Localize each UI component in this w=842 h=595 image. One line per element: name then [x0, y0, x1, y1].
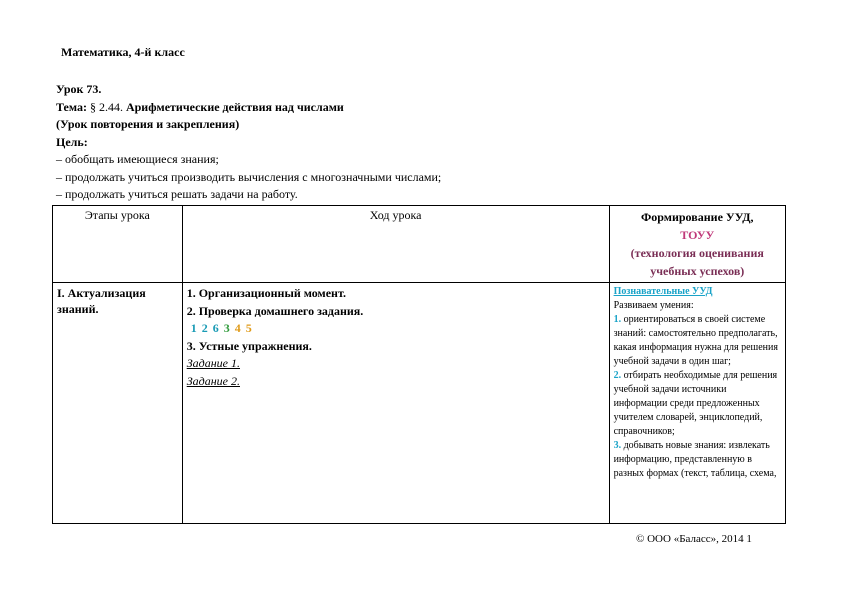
- course-cell: [182, 283, 609, 524]
- lesson-header: [56, 81, 441, 204]
- goal-item: – обобщать имеющиеся знания;: [56, 152, 219, 166]
- goal-label: Цель:: [56, 134, 88, 149]
- uud-num: 3.: [613, 440, 622, 451]
- goal-item: – продолжать учиться решать задачи на работу.: [56, 187, 298, 201]
- subject-line: Математика, 4-й класс: [61, 45, 185, 59]
- uud-text: добывать новые знания: извлекать информацию, представленную в разных формах (текст, таблица, схема,: [613, 440, 777, 479]
- course-item-3: 3. Устные упражнения.: [186, 338, 312, 353]
- header-course: Ход урока: [182, 206, 609, 283]
- header-uud: [609, 206, 785, 283]
- lesson-topic: [56, 99, 441, 117]
- uud-cell: [609, 283, 785, 524]
- uud-intro: Развиваем умения:: [613, 300, 694, 311]
- table-header-row: [53, 206, 786, 283]
- hw-number: 2: [201, 321, 209, 335]
- hw-number: 1: [190, 321, 198, 335]
- header-uud-title: Формирование УУД,: [641, 210, 754, 224]
- uud-num: 2.: [613, 370, 622, 381]
- header-touu-desc: (технология оценивания учебных успехов): [630, 246, 764, 278]
- uud-heading: Познавательные УУД: [613, 286, 713, 297]
- lesson-number: Урок 73.: [56, 82, 102, 96]
- header-touu: ТОУУ: [680, 228, 715, 242]
- topic-number: § 2.44.: [89, 99, 123, 114]
- uud-text: отбирать необходимые для решения учебной задачи источники информации среди предложенных учителем словарей, энциклопедий, справочников;: [613, 370, 778, 437]
- topic-title: Арифметические действия над числами: [125, 99, 344, 114]
- course-item-2: 2. Проверка домашнего задания.: [186, 303, 364, 318]
- task-2: Задание 2.: [186, 373, 240, 388]
- uud-num: 1.: [613, 314, 622, 325]
- uud-point-3: [614, 439, 781, 481]
- stage-cell: I. Актуализация знаний.: [53, 283, 183, 524]
- uud-point-1: [614, 313, 781, 369]
- hw-number: 6: [212, 321, 220, 335]
- course-item-1: 1. Организационный момент.: [186, 286, 346, 300]
- hw-number: 4: [234, 321, 242, 335]
- uud-text: ориентироваться в своей системе знаний: самостоятельно предполагать, какая информация нужна для решения учебной задачи в один шаг;: [613, 314, 778, 367]
- table-row: [53, 283, 786, 524]
- hw-number: 3: [223, 321, 231, 335]
- footer-copyright: © ООО «Баласс», 2014 1: [636, 533, 752, 545]
- task-1: Задание 1.: [186, 356, 240, 370]
- goal-item: – продолжать учиться производить вычисления с многозначными числами;: [56, 169, 442, 184]
- hw-number: 5: [245, 321, 253, 335]
- lesson-table: [52, 205, 786, 524]
- uud-point-2: [614, 369, 781, 439]
- topic-label: Тема:: [56, 99, 87, 114]
- homework-numbers: [187, 320, 605, 338]
- header-stages: Этапы урока: [53, 206, 183, 283]
- lesson-subtitle: (Урок повторения и закрепления): [56, 117, 240, 131]
